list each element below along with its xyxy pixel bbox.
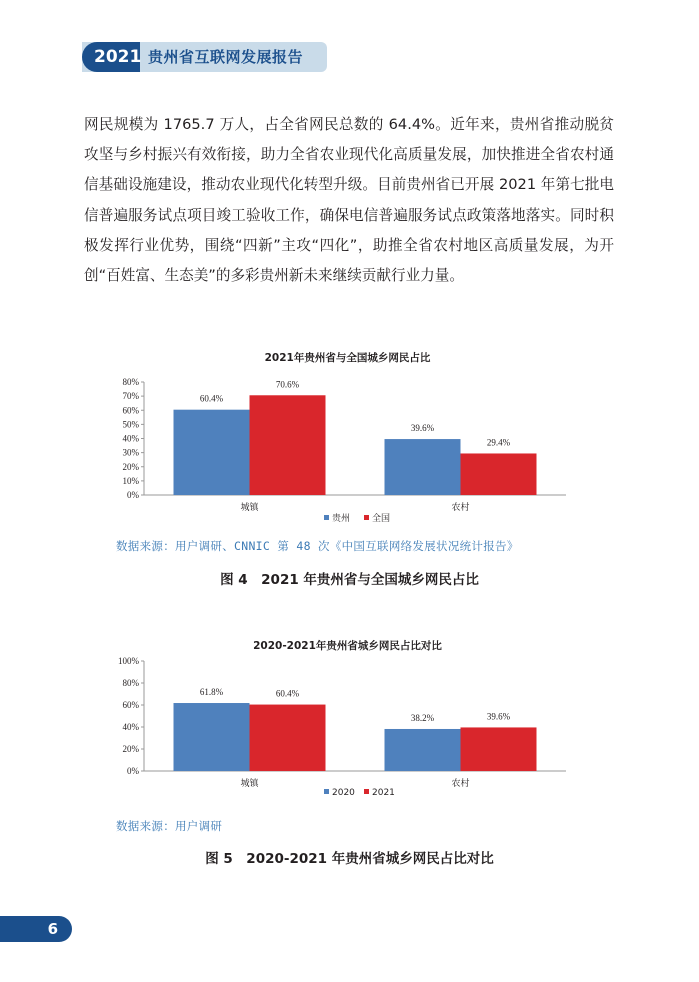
figure4-chart (110, 344, 585, 532)
figure4-caption: 图 4 2021 年贵州省与全国城乡网民占比 (220, 572, 479, 588)
chart-title: 2020-2021年贵州省城乡网民占比对比 (253, 640, 442, 652)
y-tick-label: 70% (122, 391, 139, 402)
y-tick-label: 30% (122, 447, 139, 458)
page-number: 6 (0, 916, 72, 942)
data-label: 38.2% (410, 712, 435, 723)
y-tick-label: 40% (122, 722, 139, 732)
category-label: 农村 (451, 503, 470, 513)
bar-2021 (250, 705, 326, 771)
y-tick-label: 80% (122, 678, 139, 688)
figure4-svg (110, 344, 585, 532)
figure4-source: 数据来源：用户调研、CNNIC 第 48 次《中国互联网络发展状况统计报告》 (116, 539, 519, 553)
legend-swatch (324, 789, 329, 794)
y-tick-label: 10% (122, 475, 139, 486)
y-tick-label: 80% (122, 377, 139, 387)
y-tick-label: 60% (122, 405, 139, 416)
data-label: 61.8% (199, 687, 224, 698)
y-tick-label: 20% (122, 744, 139, 754)
body-text (84, 110, 614, 291)
figure5-svg (110, 634, 585, 812)
header-year-badge (82, 42, 142, 96)
bar-2021 (461, 727, 537, 771)
bar-全国 (461, 453, 537, 495)
legend-label: 全国 (372, 514, 391, 524)
running-header (0, 0, 699, 96)
figure5-chart (110, 634, 585, 812)
bar-贵州 (385, 439, 461, 495)
header-year: 2021 (94, 47, 142, 67)
legend-swatch (364, 515, 369, 520)
chart-title: 2021年贵州省与全国城乡网民占比 (264, 352, 431, 364)
y-tick-label: 0% (127, 490, 139, 500)
data-label: 60.4% (199, 393, 224, 404)
y-tick-label: 60% (122, 700, 139, 710)
data-label: 39.6% (486, 711, 511, 722)
y-tick-label: 50% (122, 419, 139, 430)
data-label: 60.4% (275, 688, 300, 699)
y-tick-label: 20% (122, 461, 139, 472)
data-label: 29.4% (486, 437, 511, 448)
header-title: 贵州省互联网发展报告 (148, 48, 304, 66)
y-tick-label: 40% (122, 433, 139, 444)
legend-label: 贵州 (332, 514, 351, 524)
data-label: 70.6% (275, 379, 300, 390)
category-label: 城镇 (240, 779, 259, 789)
figure5-caption: 图 5 2020-2021 年贵州省城乡网民占比对比 (205, 851, 494, 867)
data-label: 39.6% (410, 423, 435, 434)
body-paragraph: 网民规模为 1765.7 万人，占全省网民总数的 64.4%。近年来，贵州省推动脱贫攻坚与乡村振兴有效衔接，助力全省农业现代化高质量发展，加快推进全省农村通信基础设施建设，推动农业现代化转型升级。目前贵州省已开展 2021 年第七批电信普遍服务试点项目竣工验收工作，确保电信普遍服务试点政策落地落实。同时积极发挥行业优势，围绕“四新”主攻“四化”，助推全省农村地区高质量发展，为开创“百姓富、生态美”的多彩贵州新未来继续贡献行业力量。 (84, 116, 614, 285)
figure5-source: 数据来源：用户调研 (116, 819, 223, 833)
category-label: 农村 (451, 779, 470, 789)
legend-swatch (324, 515, 329, 520)
y-tick-label: 100% (118, 656, 139, 666)
category-label: 城镇 (240, 503, 259, 513)
bar-2020 (385, 729, 461, 771)
header-year-suffix: 年 (94, 81, 108, 96)
bar-贵州 (174, 410, 250, 495)
legend-swatch (364, 789, 369, 794)
legend-label: 2020 (332, 788, 355, 798)
bar-2020 (174, 703, 250, 771)
y-tick-label: 0% (127, 766, 139, 776)
bar-全国 (250, 395, 326, 495)
legend-label: 2021 (372, 788, 395, 798)
